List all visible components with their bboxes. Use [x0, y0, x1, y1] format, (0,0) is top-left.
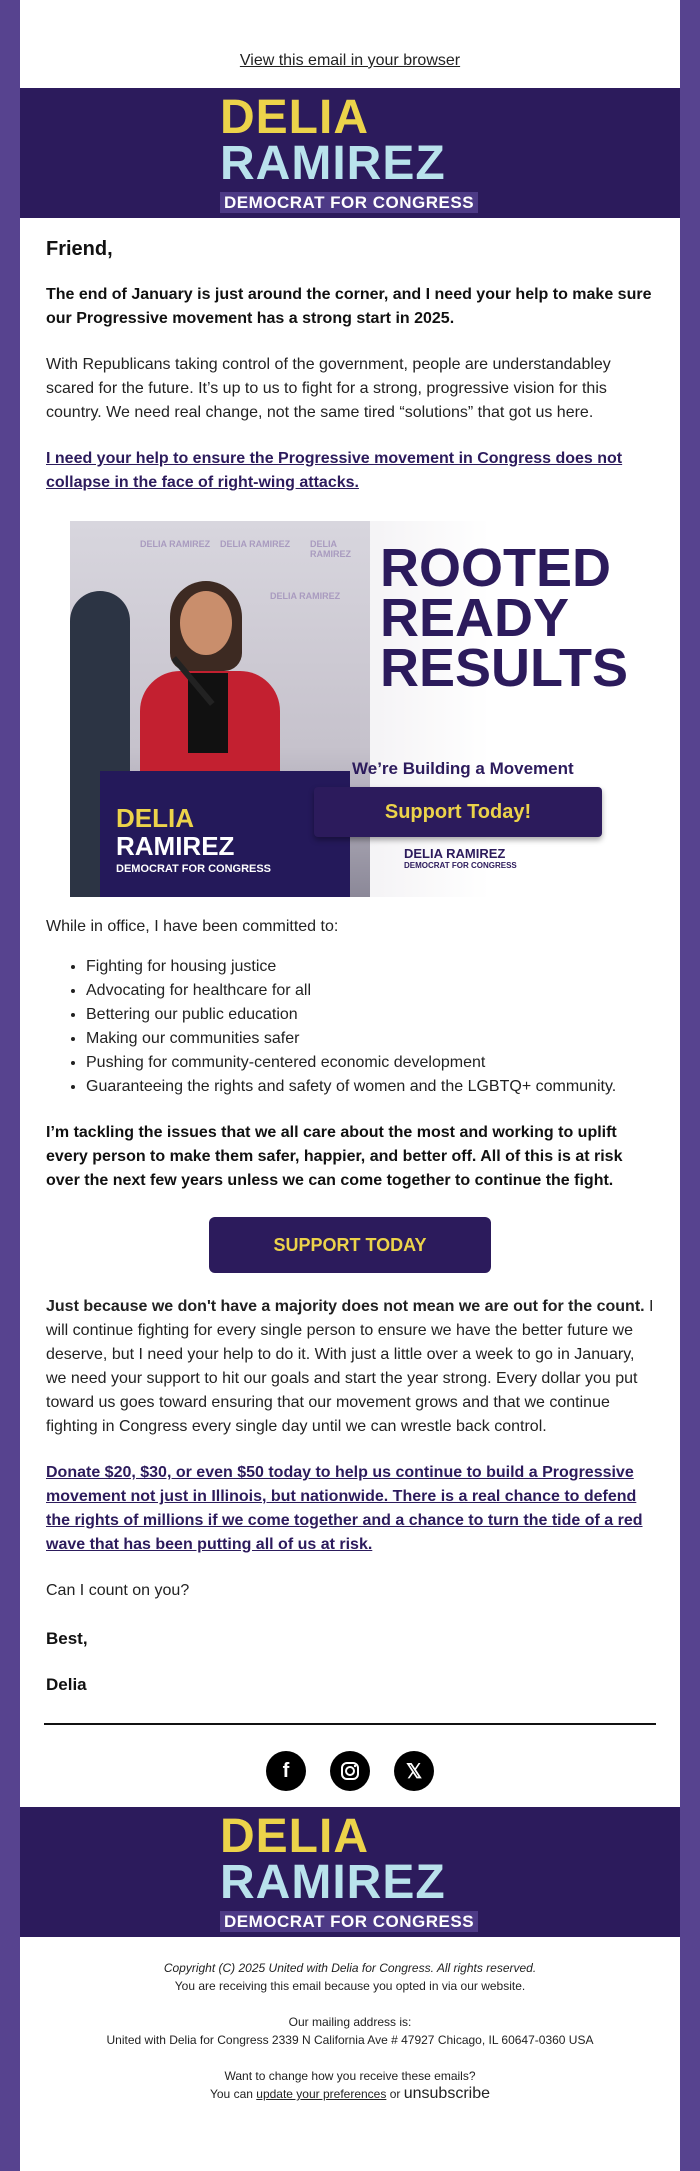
paragraph-republicans: With Republicans taking control of the government, people are understandabley scared for the future. It’s up to us to fight for a strong, progressive vision for this country. We need real change, not the same tired “solutions” that got us here. [46, 356, 611, 421]
view-in-browser-link[interactable]: View this email in your browser [239, 52, 461, 69]
podium-text-subtitle: DEMOCRAT FOR CONGRESS [116, 863, 272, 875]
copyright: Copyright (C) 2025 United with Delia for Congress. All rights reserved. [163, 1961, 537, 1975]
facebook-icon[interactable]: f [266, 1751, 306, 1791]
signoff: Best, [46, 1629, 88, 1648]
list-item: • Fighting for housing justice [86, 955, 654, 979]
logo-line-subtitle: DEMOCRAT FOR CONGRESS [220, 192, 478, 213]
header-banner [20, 88, 680, 218]
majority-rest: I will continue fighting for every single person to ensure we have the better future we deserve, but I need your help to do it. With just a little over a week to go in January, we need your support to hit our goals and start the year strong. Every dollar you put toward us goes toward ensuring that our movement grows and that we continue fighting in Congress every single day until we can wrestle back control. [46, 1298, 654, 1435]
list-item: • Making our communities safer [86, 1027, 654, 1051]
footer [20, 1937, 680, 2103]
cta-wrapper [46, 1217, 654, 1273]
hero-tagline: We’re Building a Movement [352, 759, 574, 778]
majority-bold: Just because we don't have a majority does not mean we are out for the count. [46, 1298, 645, 1315]
question: Can I count on you? [46, 1582, 190, 1599]
footer-logo: DELIA RAMIREZ DEMOCRAT FOR CONGRESS [220, 1813, 480, 1932]
mailing-address: United with Delia for Congress 2339 N California Ave # 47927 Chicago, IL 60647-0360 USA [106, 2033, 594, 2047]
list-item: • Guaranteeing the rights and safety of women and the LGBTQ+ community. [86, 1075, 654, 1099]
update-preferences-link[interactable]: update your preferences [256, 2087, 387, 2101]
hero-support-button[interactable]: Support Today! [314, 787, 602, 837]
mailing-label: Our mailing address is: [288, 2015, 412, 2029]
logo-line-last: RAMIREZ [220, 136, 446, 190]
footer-banner [20, 1807, 680, 1937]
podium-text-first: DELIA [116, 803, 194, 833]
list-item: • Bettering our public education [86, 1003, 654, 1027]
social-links [20, 1751, 680, 1791]
hero-small-logo: DELIA RAMIREZ DEMOCRAT FOR CONGRESS [404, 846, 517, 870]
unsubscribe-link[interactable]: unsubscribe [403, 2085, 490, 2102]
view-browser-bar [20, 0, 680, 88]
support-today-button[interactable]: SUPPORT TODAY [209, 1217, 491, 1273]
list-item: • Advocating for healthcare for all [86, 979, 654, 1003]
x-icon[interactable]: 𝕏 [394, 1751, 434, 1791]
wall-logo-text: DELIA RAMIREZ [270, 591, 341, 601]
hero-image[interactable] [70, 521, 630, 897]
hero-photo [70, 521, 370, 897]
greeting: Friend, [46, 238, 113, 260]
help-link[interactable]: I need your help to ensure the Progressive movement in Congress does not collapse in the face of right-wing attacks. [46, 450, 623, 491]
wall-logo-text: DELIA RAMIREZ [140, 539, 211, 549]
hero-headline: ROOTED READY RESULTS [380, 538, 629, 698]
intro-paragraph: The end of January is just around the corner, and I need your help to make sure our Progressive movement has a strong start in 2025. [46, 286, 652, 327]
tackling-paragraph: I’m tackling the issues that we all care about the most and working to uplift every person to make them safer, happier, and better off. All of this is at risk over the next few years unless we can come together to continue the fight. [46, 1124, 623, 1189]
instagram-icon[interactable] [330, 1751, 370, 1791]
majority-paragraph [46, 1295, 654, 1439]
email-body [20, 238, 680, 1695]
signature-name: Delia [46, 1675, 87, 1694]
podium-sign [100, 771, 350, 897]
email-container [20, 0, 680, 2171]
wall-logo-text: DELIA RAMIREZ [310, 539, 351, 559]
logo-line-first: DELIA [220, 90, 369, 144]
change-question: Want to change how you receive these emails? [224, 2069, 476, 2083]
receiving-notice: You are receiving this email because you opted in via our website. [174, 1979, 526, 1993]
divider [44, 1723, 656, 1725]
list-item: • Pushing for community-centered economic development [86, 1051, 654, 1075]
podium-text-last: RAMIREZ [116, 831, 235, 861]
commitments-list [46, 955, 654, 1099]
wall-logo-text: DELIA RAMIREZ [220, 539, 291, 549]
list-intro: While in office, I have been committed to: [46, 918, 339, 935]
campaign-logo [220, 90, 480, 213]
preferences-line: You can update your preferences or unsubscribe [209, 2085, 490, 2102]
donate-link[interactable]: Donate $20, $30, or even $50 today to help us continue to build a Progressive movement not just in Illinois, but nationwide. There is a real chance to defend the rights of millions if we come together and a chance to turn the tide of a red wave that has been putting all of us at risk. [46, 1464, 643, 1553]
